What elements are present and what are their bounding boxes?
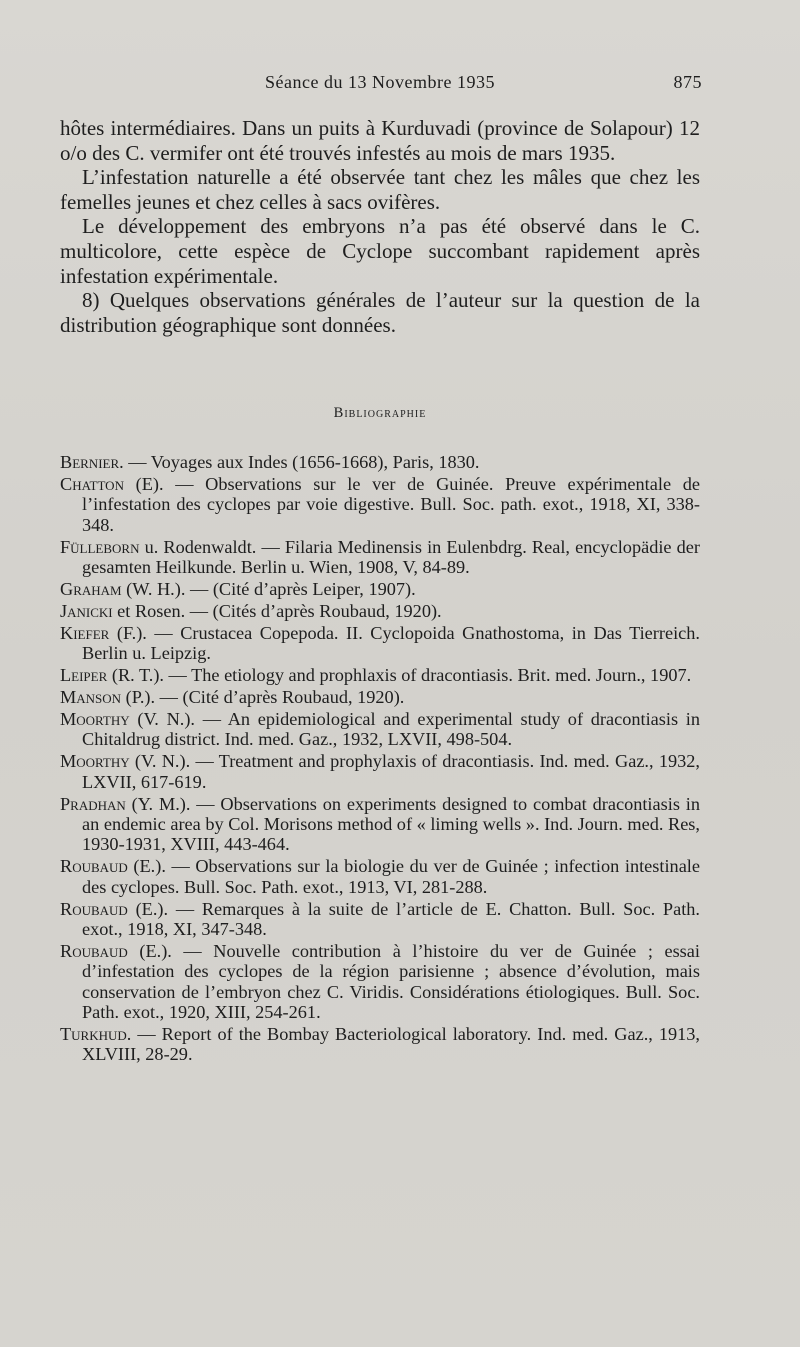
bibliography-list	[60, 452, 700, 1066]
entry-text: et Rosen. — (Cités d’après Roubaud, 1920).	[112, 600, 442, 621]
bibliography-entry	[60, 452, 700, 472]
bibliography-entry	[60, 751, 700, 792]
paragraph: L’infestation naturelle a été observée tant chez les mâles que chez les femelles jeunes et chez celles à sacs ovifères.	[60, 165, 700, 214]
bibliography-entry	[60, 474, 700, 535]
bibliography-entry	[60, 623, 700, 664]
entry-author: Janicki	[60, 600, 113, 621]
entry-author: Roubaud	[60, 856, 128, 877]
entry-text: (Y. M.). — Observations on experiments designed to combat dracontiasis in an endemic area by Col. Morisons method of « liming wells ». Ind. Journ. med. Res, 1930-1931, XVIII, 443-464.	[82, 793, 700, 855]
bibliography-entry	[60, 665, 700, 685]
entry-author: Pradhan	[60, 793, 126, 814]
entry-text: — Voyages aux Indes (1656-1668), Paris, 1830.	[123, 452, 480, 472]
bibliography-entry	[60, 941, 700, 1023]
bibliography-entry	[60, 856, 700, 897]
bibliography-entry	[60, 899, 700, 940]
entry-text: (V. N.). — An epidemiological and experimental study of dracontiasis in Chitaldrug district. Ind. med. Gaz., 1932, LXVII, 498-504.	[82, 708, 700, 750]
bibliography-entry	[60, 537, 700, 578]
entry-author: Fülleborn	[60, 536, 140, 557]
entry-author: Roubaud	[60, 898, 128, 919]
entry-text: (E.). — Nouvelle contribution à l’histoire du ver de Guinée ; essai d’infestation des cyclopes de la région parisienne ; absence d’évolution, mais conservation de l’embryon chez C. Viridis. Considérations étiologiques. Bull. Soc. Path. exot., 1920, XIII, 254-261.	[82, 940, 700, 1023]
entry-author: Moorthy	[60, 751, 130, 772]
entry-text: (E). — Observations sur le ver de Guinée. Preuve expérimentale de l’infestation des cyclopes par voie digestive. Bull. Soc. path. exot., 1918, XI, 338-348.	[82, 473, 700, 535]
paragraph: hôtes intermédiaires. Dans un puits à Kurduvadi (province de Solapour) 12 o/o des C. vermifer ont été trouvés infestés au mois de mars 1935.	[60, 116, 700, 165]
entry-text: — Report of the Bombay Bacteriological laboratory. Ind. med. Gaz., 1913, XLVIII, 28-29.	[82, 1023, 700, 1065]
bibliography-entry	[60, 687, 700, 707]
paragraph: 8) Quelques observations générales de l’auteur sur la question de la distribution géographique sont données.	[60, 288, 700, 337]
running-title: Séance du 13 Novembre 1935	[265, 72, 495, 92]
entry-author: Turkhud.	[60, 1023, 132, 1044]
body-text	[60, 116, 700, 337]
page-number: 875	[673, 72, 702, 92]
bibliography-entry	[60, 794, 700, 855]
bibliography-entry	[60, 709, 700, 750]
paragraph: Le développement des embryons n’a pas été observé dans le C. multicolore, cette espèce de Cyclope succombant rapidement après infestation expérimentale.	[60, 214, 700, 288]
entry-text: (V. N.). — Treatment and prophylaxis of dracontiasis. Ind. med. Gaz., 1932, LXVII, 617-619.	[82, 751, 700, 792]
entry-author: Graham	[60, 578, 122, 599]
entry-author: Roubaud	[60, 940, 128, 961]
bibliography-heading: Bibliographie	[333, 405, 427, 421]
entry-text: (E.). — Remarques à la suite de l’article de E. Chatton. Bull. Soc. Path. exot., 1918, XI, 347-348.	[82, 898, 700, 939]
entry-text: (R. T.). — The etiology and prophlaxis of dracontiasis. Brit. med. Journ., 1907.	[107, 665, 692, 686]
entry-text: (P.). — (Cité d’après Roubaud, 1920).	[121, 686, 405, 707]
entry-author: Leiper	[60, 665, 108, 686]
bibliography-entry	[60, 1024, 700, 1065]
entry-text: (F.). — Crustacea Copepoda. II. Cyclopoida Gnathostoma, in Das Tierreich. Berlin u. Leipzig.	[82, 622, 700, 664]
entry-author: Manson	[60, 686, 122, 707]
entry-author: Chatton	[60, 473, 124, 494]
bibliography-entry	[60, 601, 700, 621]
entry-author: Bernier.	[60, 452, 124, 472]
entry-text: (W. H.). — (Cité d’après Leiper, 1907).	[121, 578, 416, 599]
entry-text: (E.). — Observations sur la biologie du ver de Guinée ; infection intestinale des cyclopes. Bull. Soc. Path. exot., 1913, VI, 281-288.	[82, 856, 700, 897]
entry-author: Kiefer	[60, 622, 110, 643]
entry-text: u. Rodenwaldt. — Filaria Medinensis in Eulenbdrg. Real, encyclopädie der gesamten Heilkunde. Berlin u. Wien, 1908, V, 84-89.	[82, 536, 700, 578]
entry-author: Moorthy	[60, 708, 130, 729]
bibliography-entry	[60, 579, 700, 599]
